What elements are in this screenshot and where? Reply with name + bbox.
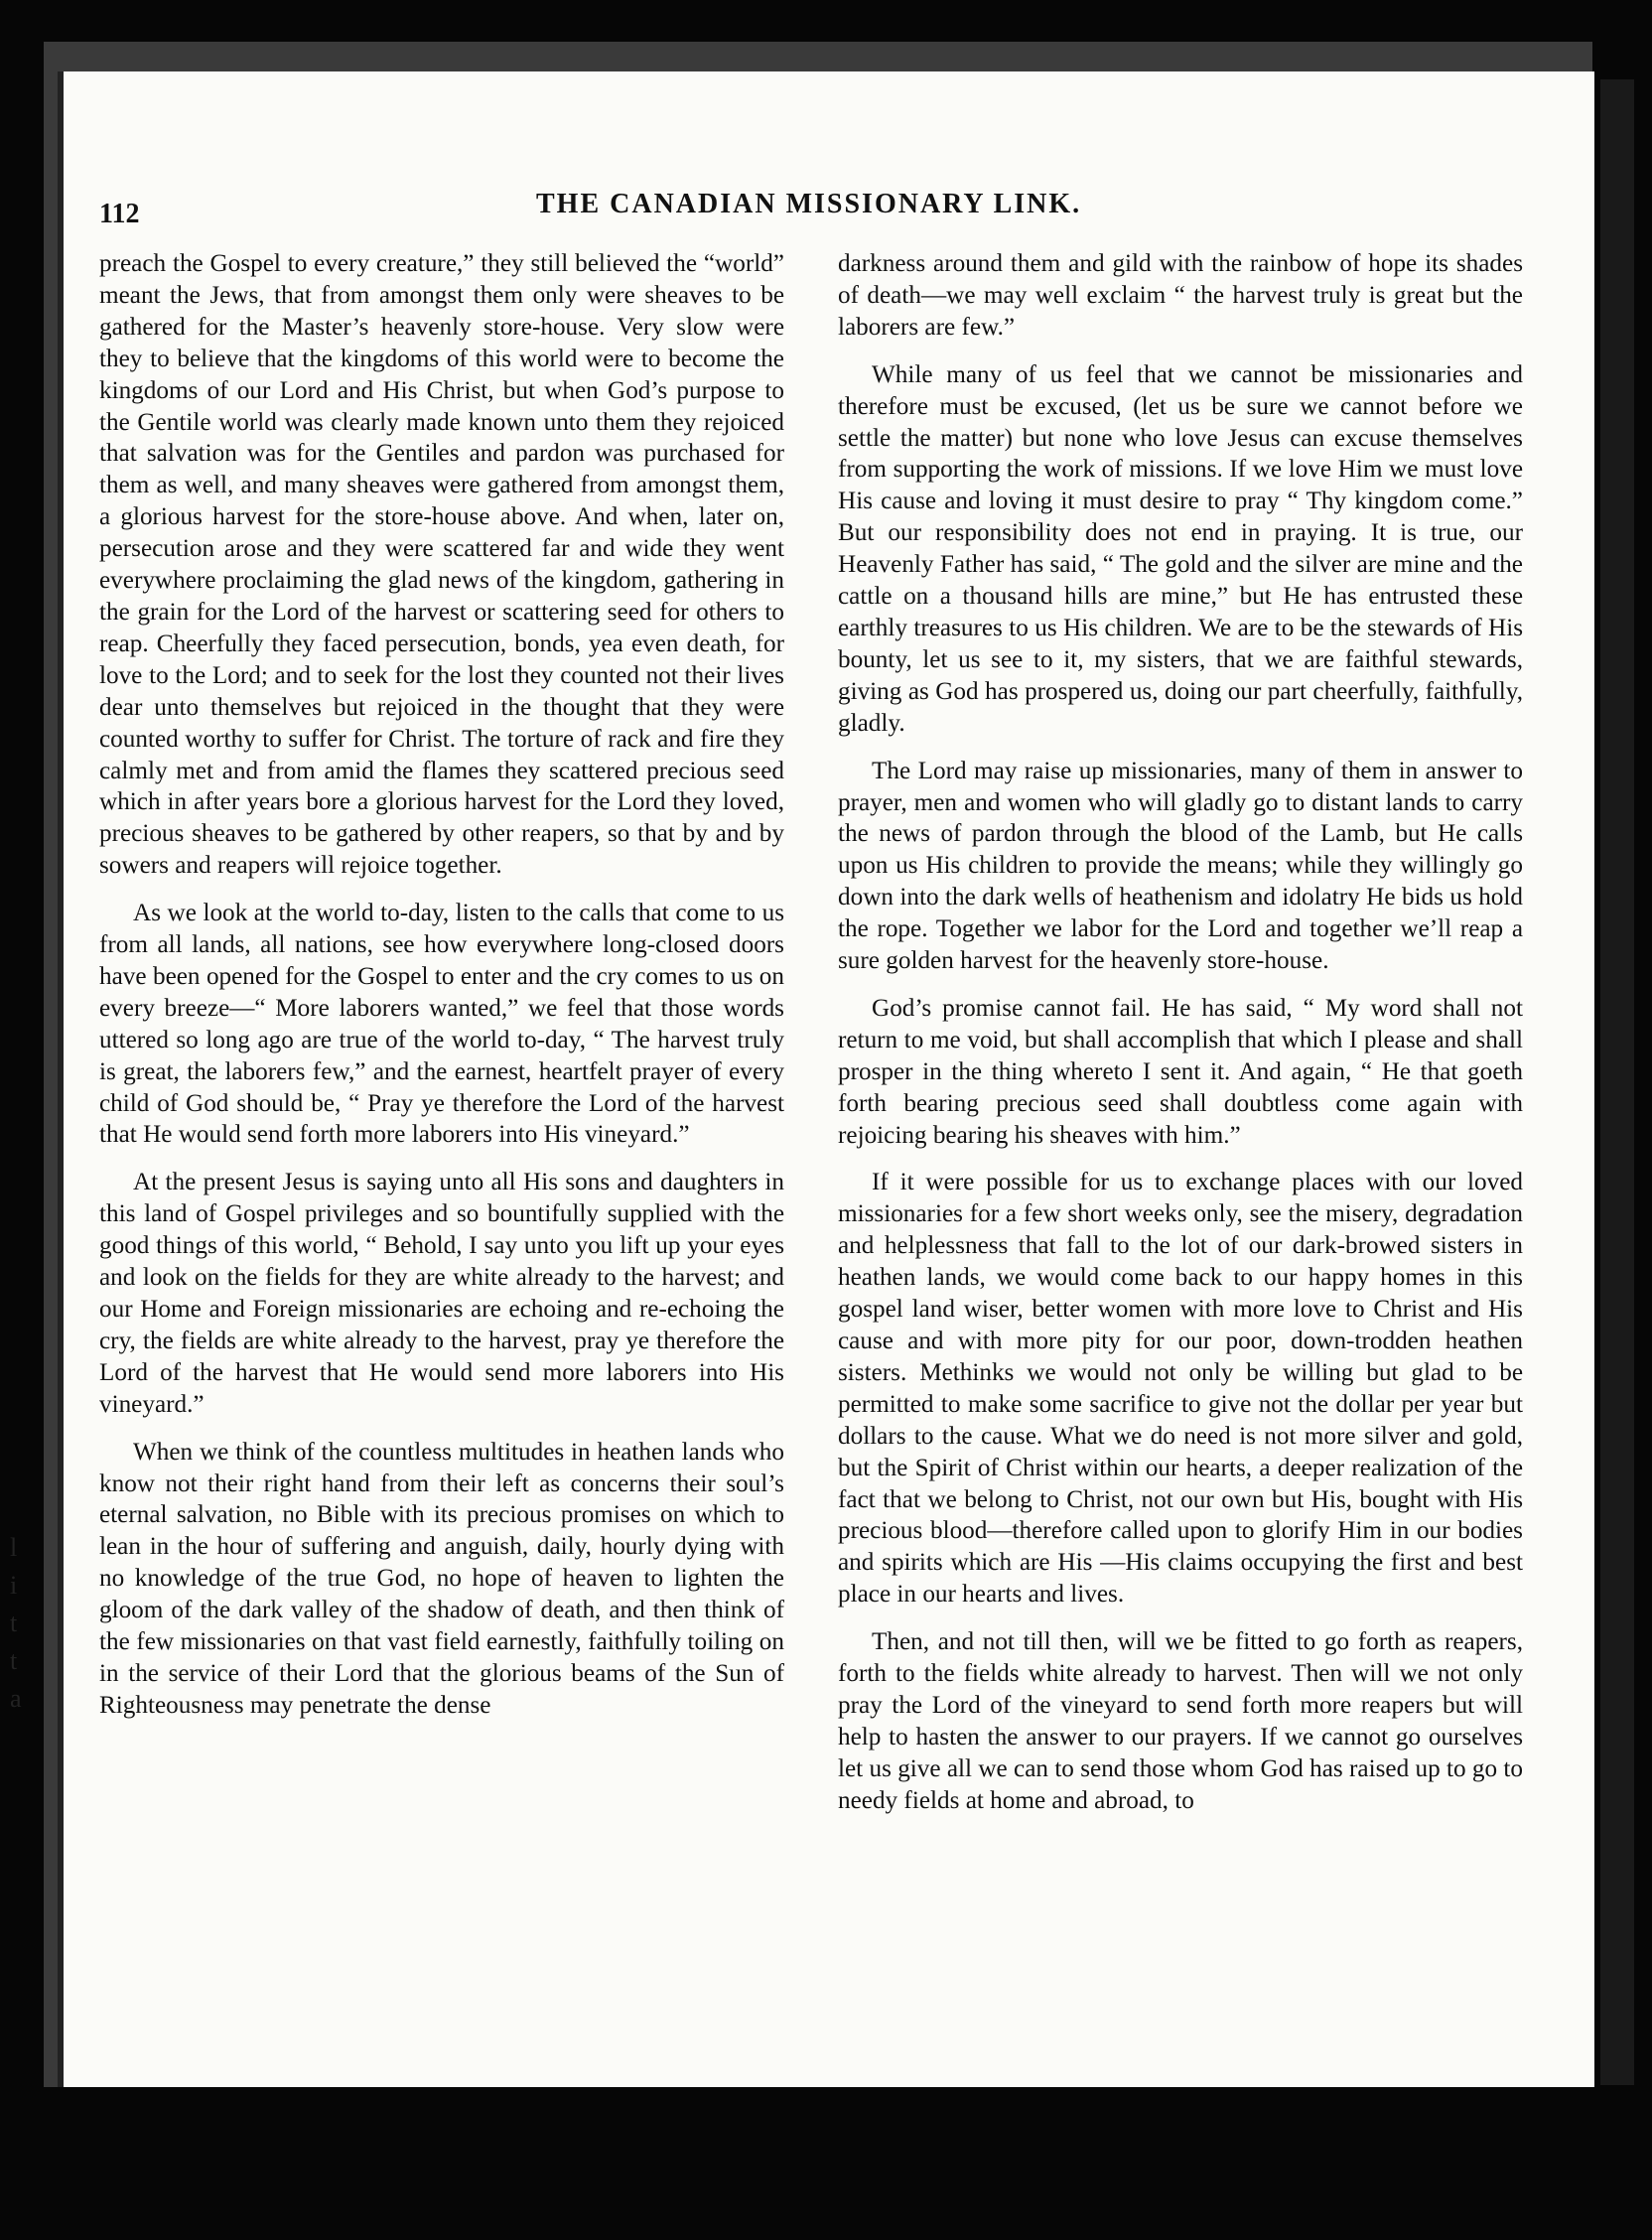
- paragraph: When we think of the countless multitudes in heathen lands who know not their right hand from their left as concerns their soul’s eternal salvation, no Bible with its precious promises on which to lean in the hour of suffering and anguish, daily, hourly dying with no knowledge of the true God, no hope of heaven to lighten the gloom of the dark valley of the shadow of death, and then think of the few missionaries on that vast field earnestly, faithfully toiling on in the service of their Lord that the glorious beams of the Sun of Righteousness may penetrate the dense: [99, 1438, 784, 1719]
- gutter-bleed-text: [10, 1529, 30, 1718]
- paragraph: At the present Jesus is saying unto all His sons and daughters in this land of Gospel privileges and so bountifully supplied with the good things of this world, “ Behold, I say unto you lift up your eyes and look on the fields for they are white already to the harvest; and our Home and Foreign missionaries are echoing and re-echoing the cry, the fields are white already to the harvest, pray ye therefore the Lord of the harvest that He would send more laborers into His vineyard.”: [99, 1169, 784, 1418]
- gutter-mark: l: [10, 1533, 18, 1562]
- gutter-mark: t: [10, 1646, 18, 1675]
- gutter-mark: a: [10, 1684, 22, 1713]
- magazine-page: [58, 71, 1594, 2087]
- running-title: THE CANADIAN MISSIONARY LINK.: [536, 189, 1082, 219]
- paragraph: Then, and not till then, will we be fitted to go forth as reapers, forth to the fields white already to harvest. Then will we not only pray the Lord of the vineyard to send forth more reapers but will help to hasten the answer to our prayers. If we cannot go ourselves let us give all we can to send those whom God has raised up to go to needy fields at home and abroad, to: [838, 1628, 1523, 1814]
- page-number: 112: [99, 199, 140, 229]
- gutter-mark: i: [10, 1571, 18, 1600]
- binding-strip: [1600, 79, 1634, 2085]
- page-header: [99, 189, 1535, 228]
- paragraph: While many of us feel that we cannot be missionaries and therefore must be excused, (let us be sure we cannot before we settle the matter) but none who love Jesus can excuse themselves from supporting the work of missions. If we love Him we must love His cause and loving it must desire to pray “ Thy kingdom come.” But our responsibility does not end in praying. It is true, our Heavenly Father has said, “ The gold and the silver are mine and the cattle on a thousand hills are mine,” but He has entrusted these earthly treasures to us His children. We are to be the stewards of His bounty, let us see to it, my sisters, that we are faithful stewards, giving as God has prospered us, doing our part cheerfully, faithfully, gladly.: [838, 360, 1523, 737]
- paragraph: If it were possible for us to exchange places with our loved missionaries for a few short weeks only, see the misery, degradation and helplessness that fall to the lot of our dark-browed sisters in heathen lands, we would come back to our happy homes in this gospel land wiser, better women with more love to Christ and His cause and with more pity for our poor, down-trodden heathen sisters. Methinks we would not only be willing but glad to be permitted to make some sacrifice to give not the dollar per year but dollars to the cause. What we do need is not more silver and gold, but the Spirit of Christ within our hearts, a deeper realization of the fact that we belong to Christ, not our own but His, bought with His precious blood—therefore called upon to glorify Him in our bodies and spirits which are His —His claims occupying the first and best place in our hearts and lives.: [838, 1169, 1523, 1609]
- left-column: [99, 248, 784, 1738]
- gutter-mark: t: [10, 1609, 18, 1637]
- right-column: [838, 248, 1523, 1833]
- paragraph: darkness around them and gild with the rainbow of hope its shades of death—we may well exclaim “ the harvest truly is great but the laborers are few.”: [838, 250, 1523, 341]
- paragraph: As we look at the world to-day, listen to the calls that come to us from all lands, all nations, see how everywhere long-closed doors have been opened for the Gospel to enter and the cry comes to us on every breeze—“ More laborers wanted,” we feel that those words uttered so long ago are true of the world to-day, “ The harvest truly is great, the laborers few,” and the earnest, heartfelt prayer of every child of God should be, “ Pray ye therefore the Lord of the harvest that He would send forth more laborers into His vineyard.”: [99, 900, 784, 1149]
- paragraph: God’s promise cannot fail. He has said, “ My word shall not return to me void, but shall accomplish that which I please and shall prosper in the thing whereto I sent it. And again, “ He that goeth forth bearing precious seed shall doubtless come again with rejoicing bearing his sheaves with him.”: [838, 994, 1523, 1149]
- paragraph: preach the Gospel to every creature,” they still believed the “world” meant the Jews, that from amongst them only were sheaves to be gathered for the Master’s heavenly store-house. Very slow were they to believe that the kingdoms of this world were to become the kingdoms of our Lord and His Christ, but when God’s purpose to the Gentile world was clearly made known unto them they rejoiced that salvation was for the Gentiles and pardon was purchased for them as well, and many sheaves were gathered from amongst them, a glorious harvest for the store-house above. And when, later on, persecution arose and they were scattered far and wide they went everywhere proclaiming the glad news of the kingdom, gathering in the grain for the Lord of the harvest or scattering seed for others to reap. Cheerfully they faced persecution, bonds, yea even death, for love to the Lord; and to seek for the lost they counted not their lives dear unto themselves but rejoiced in the thought that they were counted worthy to suffer for Christ. The torture of rack and fire they calmly met and from amid the flames they scattered precious seed which in after years bore a glorious harvest for the Lord they loved, precious sheaves to be gathered by other reapers, so that by and by sowers and reapers will rejoice together.: [99, 250, 784, 880]
- paragraph: The Lord may raise up missionaries, many of them in answer to prayer, men and women who will gladly go to distant lands to carry the news of pardon through the blood of the Lamb, but He calls upon us His children to provide the means; while they willingly go down into the dark wells of heathenism and idolatry He bids us hold the rope. Together we labor for the Lord and together we’ll reap a sure golden harvest for the heavenly store-house.: [838, 757, 1523, 975]
